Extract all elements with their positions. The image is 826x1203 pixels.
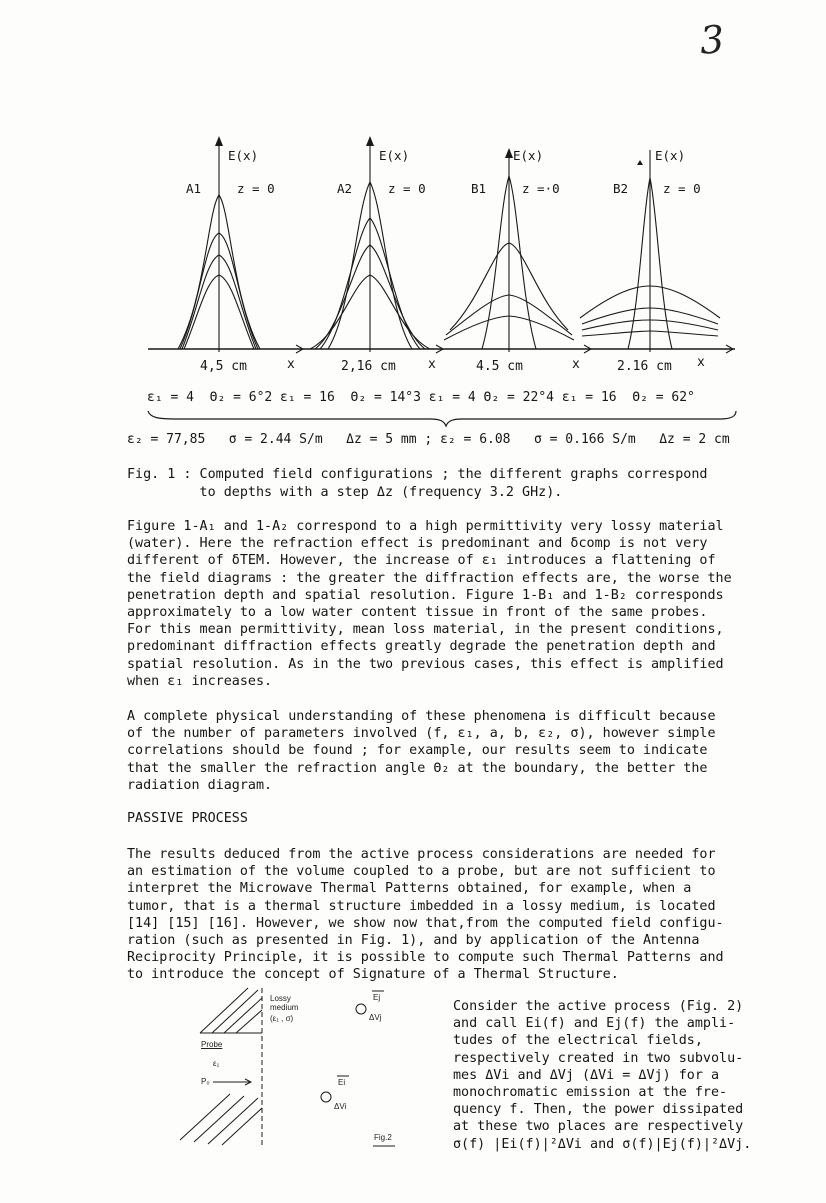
fig2-lossy-label: Lossy	[270, 994, 291, 1003]
panel-b2-id: B2	[613, 181, 629, 196]
panel-a1-id: A1	[186, 181, 202, 196]
panel-a1-x: x	[287, 357, 295, 372]
fig2-p0-label: P₀	[201, 1077, 210, 1086]
panel-a2-id: A2	[337, 181, 353, 196]
subvolume-j-marker	[356, 1004, 366, 1014]
paragraph-1: Figure 1-A₁ and 1-A₂ correspond to a high permittivity very lossy material (water). Here the refraction effect is predominant and δcomp is not very different of δTEM. However, the increase of ε₁ introduces a flattening of the field diagrams : the greater the diffraction effects are, the worse the penetration depth and spatial resolution. Figure 1-B₁ and 1-B₂ corresponds approximately to a low water content tissue in front of the same probes. For this mean permittivity, mean loss material, in the present conditions, predominant diffraction effects greatly degrade the penetration depth and spatial resolution. As in the two previous cases, this effect is amplified when ε₁ increases.	[127, 519, 732, 689]
panel-a2-z-label: z = 0	[388, 181, 426, 196]
panel-a1-axis-label: E(x)	[228, 148, 259, 163]
hatch-top-4	[236, 1010, 262, 1033]
subvolume-i-marker	[321, 1092, 331, 1102]
panel-a1-z-label: z = 0	[237, 181, 275, 196]
caption-line-2: to depths with a step Δz (frequency 3.2 GHz).	[127, 484, 563, 500]
panel-b1-x: x	[572, 357, 580, 372]
hatch-bot-3	[208, 1098, 258, 1144]
caption-line-1: Fig. 1 : Computed field configurations ; the different graphs correspond	[127, 467, 708, 482]
hatch-top-2	[212, 990, 258, 1033]
panel-b1-width: 4.5 cm	[476, 359, 523, 374]
panel-b1-id: B1	[471, 181, 487, 196]
panel-b2-z-label: z = 0	[663, 181, 701, 196]
fig2-dvj-label: ΔVj	[369, 1013, 382, 1022]
fig2-label: Fig.2	[374, 1133, 392, 1142]
panel-b2-width: 2.16 cm	[617, 359, 672, 374]
panel-b2-x: x	[697, 355, 705, 370]
panel-a1-width: 4,5 cm	[200, 359, 247, 374]
section-heading: PASSIVE PROCESS	[127, 811, 248, 826]
figure1-params-row2: ε₂ = 77,85 σ = 2.44 S/m Δz = 5 mm ; ε₂ = 6.08 σ = 0.166 S/m Δz = 2 cm	[127, 432, 730, 447]
hatch-top-1	[200, 988, 248, 1033]
fig2-dvi-label: ΔVi	[334, 1102, 347, 1111]
hatch-bot-4	[222, 1108, 262, 1145]
panel-b1-axis-label: E(x)	[513, 148, 544, 163]
paragraph-4: Consider the active process (Fig. 2) and call Ei(f) and Ej(f) the ampli- tudes of the electrical fields, respectively created in two subvolu- mes ΔVi and ΔVj (ΔVi = ΔVj) for a monochromatic emission at the fre- quency f. Then, the power dissipated at these two places are respectively σ(f) |Ei(f)|²ΔVi and σ(f)|Ej(f)|²ΔVj.	[453, 999, 752, 1152]
paragraph-3: The results deduced from the active process considerations are needed for an estimation of the volume coupled to a probe, but are not sufficient to interpret the Microwave Thermal Patterns obtained, for example, when a tumor, that is a thermal structure imbedded in a lossy medium, is located [14] [15] [16]. However, we show now that,from the computed field configu- ration (such as presented in Fig. 1), and by application of the Antenna Reciprocity Principle, it is possible to compute such Thermal Patterns and to introduce the concept of Signature of a Thermal Structure.	[127, 847, 724, 983]
fig2-medium-label: medium	[270, 1003, 299, 1012]
panel-a2-x: x	[428, 357, 436, 372]
page-number: 3	[698, 17, 726, 63]
fig2-probe-label: Probe	[201, 1040, 223, 1049]
fig2-medium-params: (ε₁ , σ)	[270, 1014, 294, 1023]
panel-a2-width: 2,16 cm	[341, 359, 396, 374]
figure1-params-row1: ε₁ = 4 Θ₂ = 6°2 ε₁ = 16 Θ₂ = 14°3 ε₁ = 4 Θ₂ = 22°4 ε₁ = 16 Θ₂ = 62°	[147, 390, 695, 405]
panel-b1-z-label: z =·0	[522, 181, 560, 196]
fig2-ej-label: Ej	[373, 993, 381, 1002]
panel-b2-axis-label: E(x)	[655, 148, 686, 163]
panel-a2-axis-label: E(x)	[379, 148, 410, 163]
hatch-bot-2	[194, 1096, 244, 1142]
paragraph-2: A complete physical understanding of these phenomena is difficult because of the number of parameters involved (f, ε₁, a, b, ε₂, σ), however simple correlations should be found ; for example, our results seem to indicate that the smaller the refraction angle Θ₂ at the boundary, the better the radiation diagram.	[127, 709, 716, 793]
fig2-eps-label: ε₁	[213, 1059, 220, 1068]
hatch-bot-1	[180, 1094, 230, 1140]
fig2-ei-label: Ei	[338, 1078, 346, 1087]
